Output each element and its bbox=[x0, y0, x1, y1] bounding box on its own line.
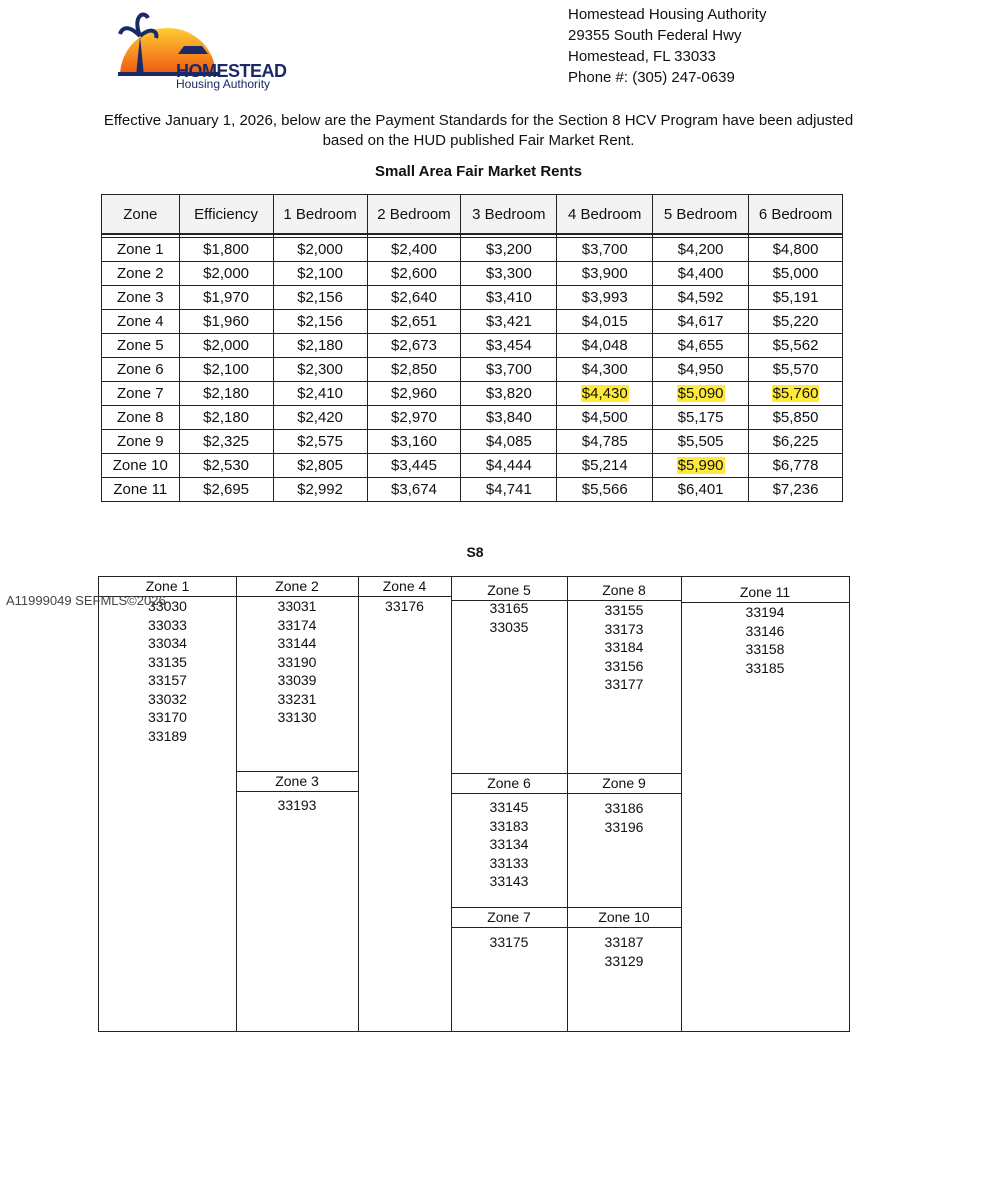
table-row bbox=[102, 430, 843, 454]
zone-7-header: Zone 7 bbox=[451, 908, 567, 928]
rent-cell: $2,300 bbox=[273, 358, 367, 382]
rent-cell: $3,454 bbox=[461, 334, 557, 358]
zone-cell: Zone 5 bbox=[102, 334, 180, 358]
zip-code: 33186 bbox=[604, 800, 644, 816]
rent-cell: $4,800 bbox=[749, 238, 843, 262]
zip-code: 33184 bbox=[604, 639, 644, 655]
rent-cell: $1,970 bbox=[179, 286, 273, 310]
city-state-zip: Homestead, FL 33033 bbox=[568, 48, 716, 65]
zip-code: 33231 bbox=[277, 690, 317, 707]
zip-code: 33185 bbox=[745, 659, 785, 676]
zip-code: 33177 bbox=[604, 676, 644, 692]
rent-cell: $3,160 bbox=[367, 430, 461, 454]
rent-cell: $4,741 bbox=[461, 478, 557, 502]
rent-cell: $5,214 bbox=[557, 454, 653, 478]
zone-cell: Zone 10 bbox=[102, 454, 180, 478]
rent-cell: $2,400 bbox=[367, 238, 461, 262]
header-cell: Zone bbox=[102, 195, 180, 235]
zip-code: 33187 bbox=[604, 934, 644, 950]
rent-cell: $4,500 bbox=[557, 406, 653, 430]
rent-cell: $3,300 bbox=[461, 262, 557, 286]
rent-cell bbox=[557, 382, 653, 406]
highlighted-rent-value: $4,430 bbox=[581, 385, 628, 402]
rent-cell bbox=[653, 454, 749, 478]
rent-cell: $3,840 bbox=[461, 406, 557, 430]
zone-cell: Zone 11 bbox=[102, 478, 180, 502]
zone-7-codes bbox=[451, 933, 567, 952]
rent-cell: $2,805 bbox=[273, 454, 367, 478]
header-cell: 5 Bedroom bbox=[653, 195, 749, 235]
zip-code: 33039 bbox=[277, 672, 317, 688]
table-row bbox=[102, 478, 843, 502]
zone-5-header: Zone 5 bbox=[451, 581, 567, 601]
rent-cell: $1,960 bbox=[179, 310, 273, 334]
table-row bbox=[102, 454, 843, 478]
zone-column-8-9-10 bbox=[567, 577, 682, 1031]
zip-code: 33035 bbox=[489, 618, 529, 635]
zip-code: 33034 bbox=[148, 635, 187, 651]
rent-cell: $3,700 bbox=[461, 358, 557, 382]
highlighted-rent-value: $5,090 bbox=[677, 385, 724, 402]
rent-cell: $6,401 bbox=[653, 478, 749, 502]
zone-column-5-6-7 bbox=[451, 577, 568, 1031]
rent-cell: $2,156 bbox=[273, 286, 367, 310]
rent-cell: $2,100 bbox=[179, 358, 273, 382]
rent-cell: $2,325 bbox=[179, 430, 273, 454]
zone-2-header: Zone 2 bbox=[236, 577, 358, 597]
logo-text-homestead: HOMESTEAD bbox=[176, 61, 287, 81]
zone-cell: Zone 8 bbox=[102, 406, 180, 430]
rent-cell: $3,421 bbox=[461, 310, 557, 334]
rent-cell: $2,695 bbox=[179, 478, 273, 502]
rent-cell: $5,566 bbox=[557, 478, 653, 502]
zone-2-codes bbox=[236, 597, 358, 727]
zone-10-codes bbox=[567, 933, 681, 970]
zone-8-header: Zone 8 bbox=[567, 581, 681, 601]
zone-10-header: Zone 10 bbox=[567, 908, 681, 928]
zip-code-zones-table bbox=[98, 576, 850, 1032]
intro-line-1: Effective January 1, 2026, below are the Payment Standards for the Section 8 HCV Program have been adjusted bbox=[103, 112, 854, 129]
zone-cell: Zone 2 bbox=[102, 262, 180, 286]
rent-cell: $4,200 bbox=[653, 238, 749, 262]
zip-code: 33134 bbox=[489, 836, 529, 852]
zone-column-4 bbox=[358, 577, 452, 1031]
header-cell: 6 Bedroom bbox=[749, 195, 843, 235]
rent-cell: $2,156 bbox=[273, 310, 367, 334]
zone-cell: Zone 1 bbox=[102, 238, 180, 262]
table-row bbox=[102, 238, 843, 262]
zip-code: 33032 bbox=[148, 690, 187, 707]
rent-cell: $3,820 bbox=[461, 382, 557, 406]
rent-cell: $2,180 bbox=[273, 334, 367, 358]
rent-cell: $2,180 bbox=[179, 406, 273, 430]
table-row bbox=[102, 262, 843, 286]
zone-column-2-3 bbox=[236, 577, 359, 1031]
zone-6-header: Zone 6 bbox=[451, 774, 567, 794]
highlighted-rent-value: $5,760 bbox=[772, 385, 819, 402]
zip-code: 33031 bbox=[277, 598, 317, 614]
rent-cell: $5,562 bbox=[749, 334, 843, 358]
rent-cell: $4,300 bbox=[557, 358, 653, 382]
rent-cell: $2,100 bbox=[273, 262, 367, 286]
zone-3-header: Zone 3 bbox=[236, 772, 358, 792]
rent-cell: $6,778 bbox=[749, 454, 843, 478]
table-row bbox=[102, 358, 843, 382]
zip-code: 33135 bbox=[148, 653, 187, 670]
zone-cell: Zone 6 bbox=[102, 358, 180, 382]
zip-code: 33146 bbox=[745, 622, 785, 639]
zip-code: 33170 bbox=[148, 709, 187, 725]
zone-column-1 bbox=[99, 577, 237, 1031]
table-row bbox=[102, 334, 843, 358]
zone-1-header: Zone 1 bbox=[99, 577, 236, 597]
rent-cell bbox=[749, 382, 843, 406]
rent-cell: $4,400 bbox=[653, 262, 749, 286]
rent-cell: $5,220 bbox=[749, 310, 843, 334]
zip-code: 33173 bbox=[604, 620, 644, 637]
rent-cell: $4,592 bbox=[653, 286, 749, 310]
zone-9-header: Zone 9 bbox=[567, 774, 681, 794]
rent-cell: $4,617 bbox=[653, 310, 749, 334]
rent-cell: $2,410 bbox=[273, 382, 367, 406]
rent-cell: $4,015 bbox=[557, 310, 653, 334]
zone-9-codes bbox=[567, 799, 681, 836]
header-cell: Efficiency bbox=[179, 195, 273, 235]
zone-1-codes bbox=[99, 597, 236, 745]
zone-4-codes bbox=[358, 597, 451, 616]
zip-code: 33156 bbox=[604, 657, 644, 674]
rent-cell: $4,085 bbox=[461, 430, 557, 454]
rent-cell: $3,410 bbox=[461, 286, 557, 310]
zip-code: 33130 bbox=[277, 709, 317, 725]
zip-code: 33155 bbox=[604, 602, 644, 618]
zone-8-codes bbox=[567, 601, 681, 694]
zip-code: 33145 bbox=[489, 799, 529, 815]
zone-11-codes bbox=[681, 603, 849, 677]
zone-cell: Zone 4 bbox=[102, 310, 180, 334]
rent-cell: $2,600 bbox=[367, 262, 461, 286]
header-cell: 4 Bedroom bbox=[557, 195, 653, 235]
address-block bbox=[568, 4, 766, 88]
street-address: 29355 South Federal Hwy bbox=[568, 27, 742, 44]
table-row bbox=[102, 382, 843, 406]
zip-code: 33183 bbox=[489, 817, 529, 834]
mls-watermark: A11999049 SEFMLS©2026 bbox=[6, 593, 166, 608]
table-title: Small Area Fair Market Rents bbox=[374, 163, 583, 180]
rent-cell: $2,970 bbox=[367, 406, 461, 430]
rent-cell: $4,785 bbox=[557, 430, 653, 454]
zone-6-codes bbox=[451, 798, 567, 891]
logo-text-housing-authority: Housing Authority bbox=[176, 77, 271, 91]
rent-cell: $4,048 bbox=[557, 334, 653, 358]
org-name: Homestead Housing Authority bbox=[568, 6, 767, 23]
zone-4-header: Zone 4 bbox=[358, 577, 451, 597]
table-row bbox=[102, 310, 843, 334]
rent-cell: $6,225 bbox=[749, 430, 843, 454]
rent-cell: $2,673 bbox=[367, 334, 461, 358]
zip-code: 33174 bbox=[277, 616, 317, 633]
rent-cell: $3,445 bbox=[367, 454, 461, 478]
rent-cell: $2,960 bbox=[367, 382, 461, 406]
zip-code: 33129 bbox=[604, 952, 644, 969]
zip-code: 33175 bbox=[489, 934, 529, 950]
rent-cell: $3,200 bbox=[461, 238, 557, 262]
zone-column-11 bbox=[681, 577, 849, 1031]
rent-cell: $2,180 bbox=[179, 382, 273, 406]
highlighted-rent-value: $5,990 bbox=[677, 457, 724, 474]
phone-number: Phone #: (305) 247-0639 bbox=[568, 69, 735, 86]
s8-title: S8 bbox=[466, 544, 484, 560]
rent-cell: $2,530 bbox=[179, 454, 273, 478]
zip-code: 33194 bbox=[745, 604, 785, 620]
rent-cell: $4,444 bbox=[461, 454, 557, 478]
rent-cell: $2,640 bbox=[367, 286, 461, 310]
zone-11-header: Zone 11 bbox=[681, 583, 849, 603]
rent-cell: $2,000 bbox=[179, 262, 273, 286]
zip-code: 33143 bbox=[489, 873, 529, 889]
zip-code: 33157 bbox=[148, 672, 187, 688]
rent-cell: $3,993 bbox=[557, 286, 653, 310]
rent-cell: $5,505 bbox=[653, 430, 749, 454]
rent-cell: $5,000 bbox=[749, 262, 843, 286]
rent-cell: $2,000 bbox=[179, 334, 273, 358]
rent-cell: $5,850 bbox=[749, 406, 843, 430]
zip-code: 33033 bbox=[148, 616, 187, 633]
zone-cell: Zone 3 bbox=[102, 286, 180, 310]
rent-cell: $2,000 bbox=[273, 238, 367, 262]
table-header-row bbox=[102, 195, 843, 235]
zip-code: 33176 bbox=[385, 598, 424, 614]
table-row bbox=[102, 286, 843, 310]
rent-cell: $2,575 bbox=[273, 430, 367, 454]
zip-code: 33133 bbox=[489, 854, 529, 871]
header-cell: 2 Bedroom bbox=[367, 195, 461, 235]
rent-cell: $2,850 bbox=[367, 358, 461, 382]
rent-cell: $3,900 bbox=[557, 262, 653, 286]
rent-cell: $2,420 bbox=[273, 406, 367, 430]
rent-cell: $5,175 bbox=[653, 406, 749, 430]
zip-code: 33196 bbox=[604, 818, 644, 835]
zip-code: 33165 bbox=[489, 600, 529, 616]
rent-cell: $3,700 bbox=[557, 238, 653, 262]
zone-cell: Zone 7 bbox=[102, 382, 180, 406]
zip-code: 33030 bbox=[148, 598, 187, 614]
zip-code: 33158 bbox=[745, 641, 785, 657]
rent-cell: $3,674 bbox=[367, 478, 461, 502]
rent-cell: $4,950 bbox=[653, 358, 749, 382]
zone-3-codes bbox=[236, 796, 358, 815]
zip-code: 33190 bbox=[277, 653, 317, 670]
intro-line-2: based on the HUD published Fair Market Rent. bbox=[322, 132, 635, 149]
rent-cell: $5,570 bbox=[749, 358, 843, 382]
rent-cell: $1,800 bbox=[179, 238, 273, 262]
rent-cell: $2,651 bbox=[367, 310, 461, 334]
zip-code: 33193 bbox=[277, 797, 317, 813]
rent-cell: $4,655 bbox=[653, 334, 749, 358]
zone-5-codes bbox=[451, 599, 567, 636]
zone-cell: Zone 9 bbox=[102, 430, 180, 454]
zip-code: 33189 bbox=[148, 727, 187, 744]
homestead-logo bbox=[118, 6, 303, 91]
zip-code: 33144 bbox=[277, 635, 317, 651]
rent-cell bbox=[653, 382, 749, 406]
rent-cell: $2,992 bbox=[273, 478, 367, 502]
fair-market-rent-table bbox=[101, 194, 843, 502]
header-cell: 3 Bedroom bbox=[461, 195, 557, 235]
rent-cell: $7,236 bbox=[749, 478, 843, 502]
table-row bbox=[102, 406, 843, 430]
rent-cell: $5,191 bbox=[749, 286, 843, 310]
header-cell: 1 Bedroom bbox=[273, 195, 367, 235]
